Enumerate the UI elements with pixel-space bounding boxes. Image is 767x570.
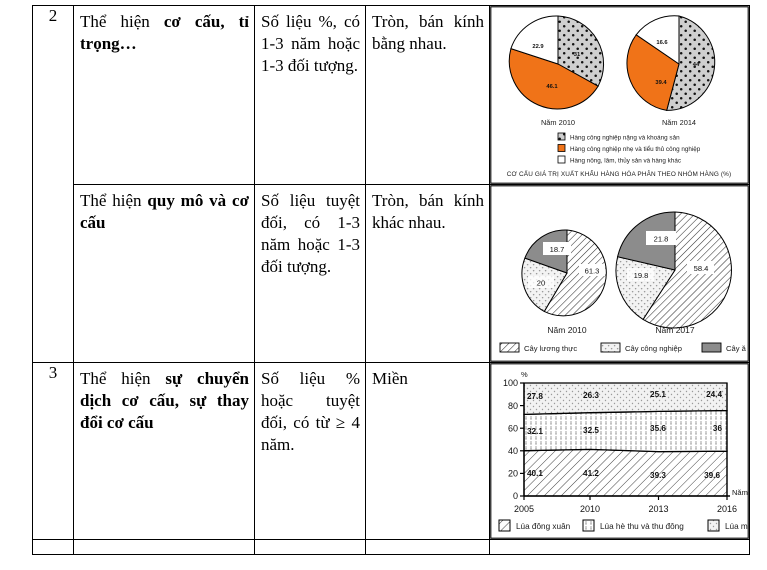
- area-data-label: 39.6: [704, 471, 720, 480]
- legend-label: Cây ă: [726, 343, 746, 353]
- purpose-cell: [74, 6, 255, 185]
- legend-label: Cây lương thực: [524, 343, 578, 353]
- y-tick-label: 20: [507, 468, 518, 479]
- pie-diff-radius-chart: [490, 185, 749, 362]
- purpose-emphasis: quy mô và cơ cấu: [80, 191, 249, 233]
- chart-example-cell: [490, 6, 750, 185]
- chart-type-text: Tròn, bán kính khác nhau.: [372, 191, 484, 233]
- chart-type-text: Tròn, bán kính bằng nhau.: [372, 12, 484, 54]
- y-tick-label: 100: [502, 378, 518, 389]
- area-series-1: [524, 449, 727, 496]
- table-row: [33, 185, 750, 363]
- pie-equal-radius-chart: [490, 6, 749, 184]
- pie-value: 16.6: [656, 40, 668, 46]
- y-unit-label: %: [521, 370, 528, 379]
- purpose-cell: [74, 185, 255, 363]
- area-data-label: 39.3: [650, 471, 666, 480]
- area-data-label: 25.1: [650, 390, 666, 399]
- data-requirement-cell: [255, 185, 366, 363]
- x-tick-label: 2010: [579, 504, 601, 514]
- purpose-prefix: Thể hiện: [80, 369, 166, 388]
- pie-value: 58.4: [693, 264, 709, 273]
- chart-example-cell: [490, 185, 750, 363]
- pie-year-label: Năm 2014: [661, 118, 697, 127]
- purpose-text: [74, 6, 254, 59]
- pie-value: 39.4: [655, 80, 667, 86]
- x-tick-label: 2016: [716, 504, 738, 514]
- area-chart-svg: [490, 363, 749, 539]
- legend-label: Lúa m: [725, 522, 748, 531]
- pie-year-label: Năm 2010: [547, 325, 587, 335]
- area-series-2: [524, 411, 727, 452]
- row-number: 2: [48, 6, 58, 25]
- legend-label: Lúa đông xuân: [516, 522, 571, 531]
- pie-legend: [558, 133, 701, 165]
- pie-equal-radius-svg: [490, 6, 749, 184]
- area-chart: [490, 363, 749, 539]
- area-data-label: 40.1: [527, 469, 543, 478]
- area-data-label: 35.6: [650, 424, 666, 433]
- purpose-emphasis: cơ cấu, tỉ trọng…: [80, 12, 250, 54]
- chart-example-cell: [490, 540, 750, 555]
- pie-diff-radius-svg: [490, 185, 749, 362]
- chart-title: CƠ CẤU GIÁ TRỊ XUẤT KHẨU HÀNG HÓA PHÂN THEO NHÓM HÀNG (%): [506, 171, 732, 178]
- legend-label: Hàng công nghiệp nặng và khoáng sản: [570, 134, 680, 142]
- area-data-label: 26.3: [583, 391, 599, 400]
- area-data-label: 32.1: [527, 427, 543, 436]
- x-axis-label: Năm: [732, 488, 748, 497]
- legend-label: Lúa hè thu và thu đông: [600, 522, 684, 531]
- pie-value: 61.3: [584, 266, 600, 276]
- pie-value: 44: [692, 62, 700, 68]
- y-tick-label: 60: [507, 423, 518, 434]
- data-requirement-cell: [255, 6, 366, 185]
- pie-value: 31: [573, 52, 581, 58]
- area-data-label: 41.2: [583, 469, 599, 478]
- chart-type-cell: [366, 363, 490, 540]
- pie-value: 19.8: [633, 271, 649, 280]
- pie-value: 21.8: [653, 234, 669, 244]
- row-number: 3: [48, 363, 58, 382]
- area-data-label: 36: [712, 424, 722, 433]
- pie-value: 18.7: [549, 245, 565, 254]
- pie-year-label: Năm 2010: [540, 118, 576, 127]
- table-row-partial: [33, 540, 750, 555]
- chart-example-cell: [490, 363, 750, 540]
- purpose-emphasis: sự chuyển dịch cơ cấu, sự thay đổi cơ cấu: [80, 369, 250, 433]
- x-tick-label: 2005: [513, 504, 535, 514]
- area-data-label: 24.4: [706, 390, 722, 399]
- y-tick-label: 80: [507, 400, 518, 411]
- purpose-text: [74, 363, 254, 438]
- legend-label: Hàng công nghiệp nhẹ và tiểu thủ công nghiệp: [570, 146, 701, 153]
- legend-label: Cây công nghiệp: [625, 343, 682, 353]
- chart-type-cell: [366, 185, 490, 363]
- y-tick-label: 0: [512, 491, 518, 501]
- y-tick-label: 40: [507, 446, 518, 456]
- data-requirement-text: Số liệu tuyệt đối, có 1-3 năm hoặc 1-3 đối tượng.: [261, 191, 360, 277]
- data-requirement-cell: [255, 363, 366, 540]
- row-number-cell: [33, 363, 74, 540]
- chart-type-text: Miền: [372, 369, 408, 388]
- purpose-prefix: Thể hiện: [80, 12, 164, 31]
- row-number-cell: [33, 540, 74, 555]
- area-legend: [499, 520, 748, 531]
- pie-value: 22.9: [532, 44, 544, 50]
- pie-value: 20: [536, 278, 546, 288]
- chart-type-cell: [366, 6, 490, 185]
- data-requirement-text: Số liệu % hoặc tuyệt đối, có từ ≥ 4 năm.: [261, 369, 360, 455]
- purpose-prefix: Thể hiện: [80, 191, 148, 210]
- area-data-label: 27.8: [527, 392, 543, 401]
- table-row: [33, 6, 750, 185]
- area-series-3: [524, 383, 727, 414]
- purpose-text: [74, 185, 254, 238]
- pie-year-label: Năm 2017: [655, 325, 695, 335]
- data-requirement-cell: [255, 540, 366, 555]
- table-row: [33, 363, 750, 540]
- legend-label: Hàng nông, lâm, thủy sản và hàng khác: [570, 157, 681, 165]
- x-tick-label: 2013: [648, 504, 669, 514]
- row-number-cell: [33, 6, 74, 363]
- data-requirement-text: [255, 540, 365, 549]
- chart-type-cell: [366, 540, 490, 555]
- pie-value: 46.1: [546, 84, 558, 90]
- area-data-label: 32.5: [583, 426, 599, 435]
- data-requirement-text: Số liệu %, có 1-3 năm hoặc 1-3 đối tượng.: [261, 12, 360, 76]
- purpose-cell: [74, 540, 255, 555]
- chart-type-text: [366, 540, 489, 549]
- chart-selection-table: [32, 5, 750, 555]
- purpose-cell: [74, 363, 255, 540]
- purpose-text: [74, 540, 254, 549]
